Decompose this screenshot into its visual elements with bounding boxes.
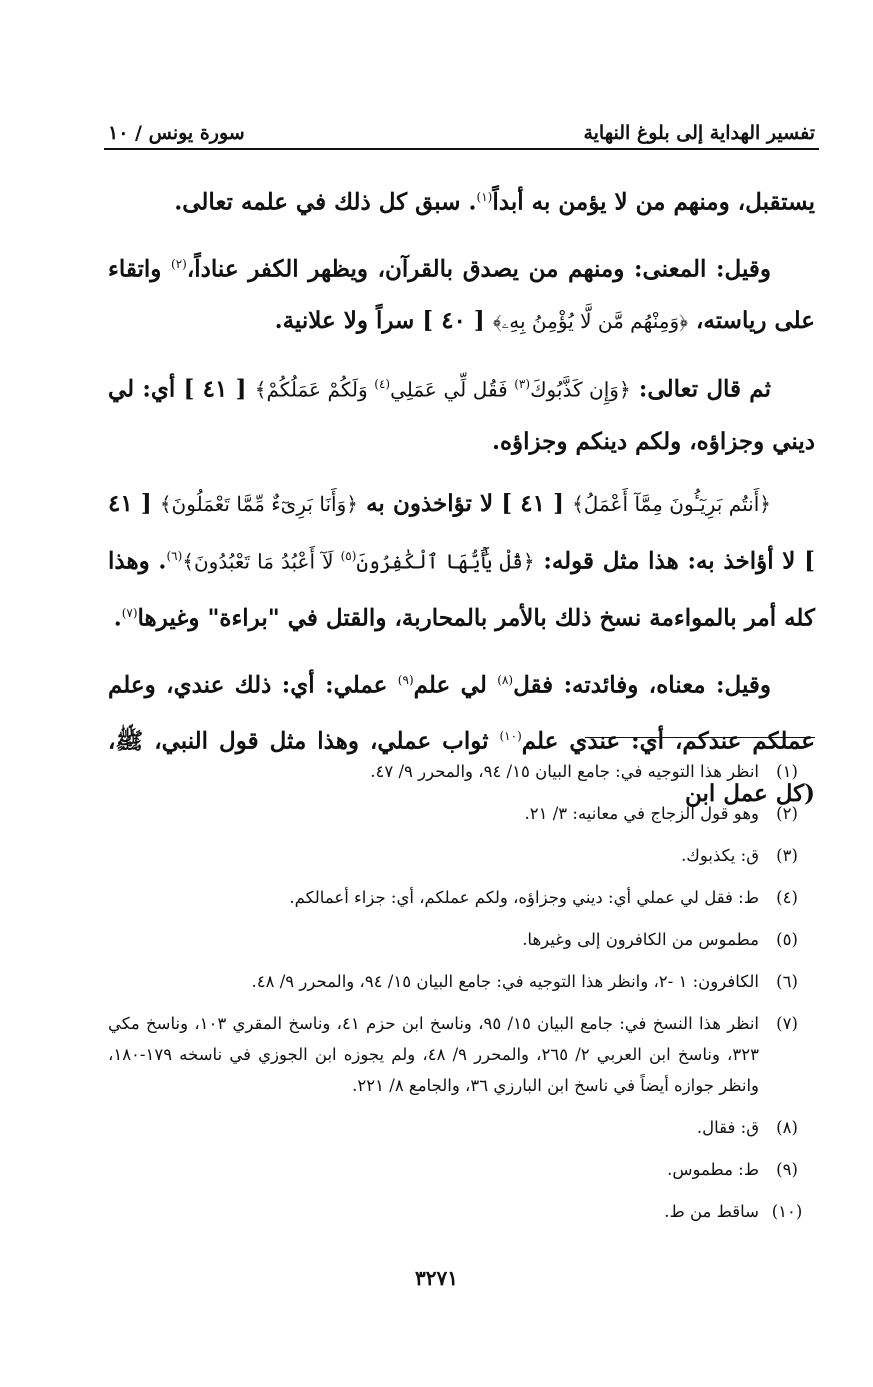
footnote-item (108, 1112, 815, 1143)
text-run: لي علم (413, 671, 498, 699)
footnote-number: (٤) (776, 888, 798, 907)
quran-quote: فَقُل لِّي عَمَلِي (390, 377, 515, 402)
footnote-item (108, 1008, 815, 1101)
footnote-divider (585, 737, 815, 738)
quran-quote: لَآ أَعْبُدُ مَا تَعْبُدُونَ﴾ (182, 549, 341, 574)
footnote-number: (٧) (776, 1014, 798, 1033)
footnote-number: (٩) (776, 1160, 798, 1179)
quran-quote: وَلَكُمْ عَمَلُكُمْ﴾ (254, 377, 375, 402)
text-run: عملي: أي: ذلك عندي، وعلم عملكم عندكم، أي: عندي علم (108, 671, 816, 756)
quran-quote: ﴿وَأَنَا بَرِىٓءٌ مِّمَّا تَعْمَلُونَ﴾ (159, 492, 358, 517)
footnote-ref[interactable]: (٤) (374, 376, 391, 391)
footnote-item (108, 840, 815, 871)
text-run: . سبق كل ذلك في علمه تعالى. (174, 188, 477, 216)
quran-quote: ﴿وَإِن كَذَّبُوكَ (530, 377, 631, 402)
quran-quote: ﴿وَمِنْهُم مَّن لَّا يُؤْمِنُ بِهِۦ﴾ (492, 309, 688, 334)
footnote-number: (٥) (776, 930, 798, 949)
footnote-number: (٣) (776, 846, 798, 865)
text-run: [ ٤٠ ] سراً ولا علانية. (274, 307, 493, 335)
text-run: . (113, 604, 122, 632)
footnote-text: وهو قول الزجاج في معانيه: ٣/ ٢١. (524, 804, 759, 823)
footnote-item (108, 1196, 815, 1227)
quran-quote: ﴿أَنتُم بَرِيٓـُٔونَ مِمَّآ أَعْمَلُ﴾ (572, 492, 771, 517)
footnote-text: ق: فقال. (696, 1118, 759, 1137)
surah-label: سورة يونس / ١٠ (108, 122, 245, 144)
footnote-ref[interactable]: (١) (476, 190, 493, 204)
footnote-number: (٨) (776, 1118, 798, 1137)
footnote-number: (٦) (776, 972, 798, 991)
footnote-text: الكافرون: ١ -٢، وانظر هذا التوجيه في: جامع البيان ١٥/ ٩٤، والمحرر ٩/ ٤٨. (251, 972, 759, 991)
footnote-item (108, 966, 815, 997)
footnote-item (108, 882, 815, 913)
footnote-ref[interactable]: (٧) (121, 606, 138, 621)
footnote-ref[interactable]: (٥) (340, 548, 357, 563)
footnote-ref[interactable]: (٣) (514, 376, 531, 391)
footnote-text: ق: يكذبوك. (681, 846, 759, 865)
footnote-item (108, 756, 815, 787)
running-header (108, 112, 815, 144)
footnote-ref[interactable]: (٩) (397, 673, 414, 688)
page-number: ٣٢٧١ (415, 1266, 458, 1290)
footnote-number: (١) (776, 762, 798, 781)
footnote-ref[interactable]: (١٠) (499, 729, 522, 744)
footnote-ref[interactable]: (٨) (497, 673, 514, 688)
footnote-item (108, 798, 815, 829)
paragraph-2 (108, 239, 815, 348)
text-run: . وهذا كله أمر بالمواءمة نسخ ذلك بالأمر بالمحاربة، والقتل في "براءة" وغيرها (108, 547, 815, 632)
footnote-item (108, 924, 815, 955)
footnotes-list (108, 756, 815, 1238)
text-run: [ ٤١ ] لا أؤاخذ به: هذا مثل قوله: (108, 490, 816, 575)
main-text (108, 172, 815, 830)
text-run: وقيل: المعنى: ومنهم من يصدق بالقرآن، ويظهر الكفر عناداً، (186, 255, 771, 283)
text-run: [ ٤١ ] لا تؤاخذون به (357, 490, 573, 518)
footnote-text: ط: مطموس. (667, 1160, 759, 1179)
text-run: يستقبل، ومنهم من لا يؤمن به أبداً (492, 188, 815, 216)
footnote-text: مطموس من الكافرون إلى وغيرها. (522, 930, 759, 949)
footnote-number: (٢) (776, 804, 798, 823)
header-divider (104, 148, 819, 150)
text-run: ثواب عملي، وهذا مثل قول النبي، ﷺ، (كل عمل ابن (108, 728, 815, 807)
text-run: واتقاء على رياسته، (108, 255, 815, 335)
footnote-text: انظر هذا النسخ في: جامع البيان ١٥/ ٩٥، وناسخ ابن حزم ٤١، وناسخ المقري ١٠٣، وناسخ مكي ٣٢٣، وناسخ ابن العربي ٢/ ٢٦٥، والمحرر ٩/ ٤٨، ولم يجوزه ابن الجوزي في ناسخه ١٧٩-١٨٠، وانظر جوازه أيضاً في ناسخ ابن البارزي ٣٦، والجامع ٨/ ٢٢١. (108, 1014, 759, 1095)
text-run: وقيل: معناه، وفائدته: فقل (513, 671, 771, 699)
footnote-ref[interactable]: (٦) (166, 548, 183, 563)
footnote-item (108, 1154, 815, 1185)
quran-quote: ﴿قُلْ يَٰٓأَيُّهَا ٱلْكَٰفِرُونَ (356, 549, 535, 574)
paragraph-4 (108, 478, 815, 644)
footnote-text: ط: فقل لي عملي أي: ديني وجزاؤه، ولكم عملكم، أي: جزاء أعمالكم. (289, 888, 759, 907)
footnote-text: انظر هذا التوجيه في: جامع البيان ١٥/ ٩٤، والمحرر ٩/ ٤٧. (370, 762, 759, 781)
footnote-number: (١٠) (771, 1202, 803, 1221)
footnote-ref[interactable]: (٢) (171, 257, 187, 272)
footnote-text: ساقط من ط. (664, 1202, 759, 1221)
paragraph-3 (108, 359, 815, 468)
text-run: [ ٤١ ] أي: لي ديني وجزاؤه، ولكم دينكم وجزاؤه. (108, 375, 815, 455)
paragraph-1 (108, 172, 815, 228)
text-run: ثم قال تعالى: (630, 375, 772, 403)
book-title: تفسير الهداية إلى بلوغ النهاية (583, 122, 815, 144)
